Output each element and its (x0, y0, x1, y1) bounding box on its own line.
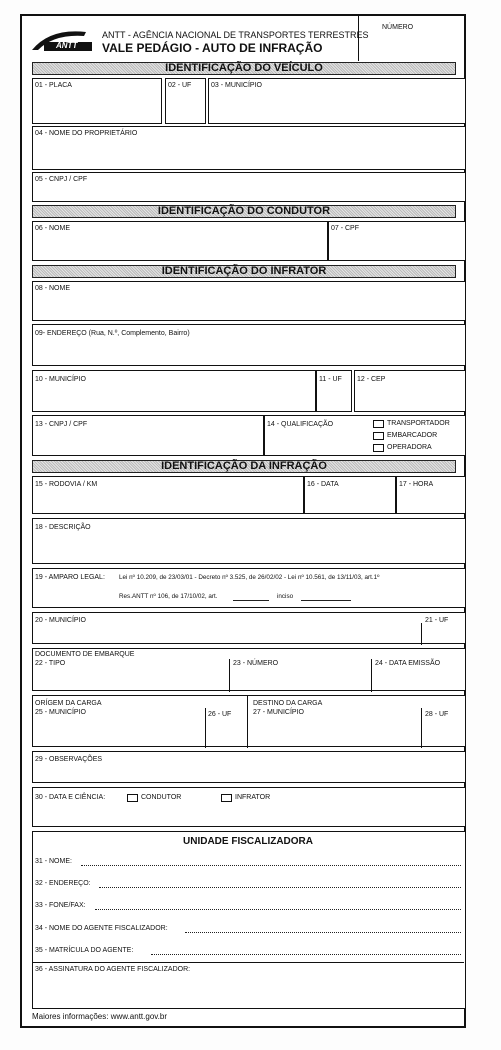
antt-logo (30, 26, 94, 54)
documento-embarque-block: DOCUMENTO DE EMBARQUE 22 - TIPO 23 - NÚMERO 24 - DATA EMISSÃO (32, 648, 466, 691)
cep-infrator-field[interactable]: 12 - CEP (354, 370, 466, 412)
rodovia-km-field[interactable]: 15 - RODOVIA / KM (32, 476, 304, 514)
amparo-artigo-field[interactable] (233, 600, 269, 601)
checkbox-ciencia-condutor[interactable] (127, 794, 138, 802)
checkbox-ciencia-infrator[interactable] (221, 794, 232, 802)
data-infracao-field[interactable]: 16 - DATA (304, 476, 396, 514)
municipio-infracao-field[interactable]: 20 - MUNICÍPIO 21 - UF (32, 612, 466, 644)
fone-unidade-field[interactable] (95, 909, 461, 910)
placa-field[interactable]: 01 - PLACA (32, 78, 162, 124)
logo-text: ANTT (56, 41, 78, 50)
form-title: VALE PEDÁGIO - AUTO DE INFRAÇÃO (102, 41, 323, 55)
cnpj-infrator-field[interactable]: 13 - CNPJ / CPF (32, 415, 264, 456)
observacoes-field[interactable]: 29 - OBSERVAÇÕES (32, 751, 466, 783)
municipio-infrator-field[interactable]: 10 - MUNICÍPIO (32, 370, 316, 412)
cnpj-proprietario-field[interactable]: 05 - CNPJ / CPF (32, 172, 466, 202)
uf-infracao-label: 21 - UF (425, 617, 449, 624)
uf-vehicle-field[interactable]: 02 - UF (165, 78, 206, 124)
nome-unidade-field[interactable] (81, 865, 461, 866)
nome-infrator-field[interactable]: 08 - NOME (32, 281, 466, 321)
proprietario-field[interactable]: 04 - NOME DO PROPRIETÁRIO (32, 126, 466, 170)
unidade-fiscalizadora-block: UNIDADE FISCALIZADORA 31 - NOME: 32 - ENDEREÇO: 33 - FONE/FAX: 34 - NOME DO AGENTE FISCALIZADOR: 35 - MATRÍCULA DO AGENTE: 36 - ASSINATURA DO AGENTE FISCALIZADOR: (32, 831, 466, 1009)
data-ciencia-block: 30 - DATA E CIÊNCIA: CONDUTOR INFRATOR (32, 787, 466, 827)
hora-infracao-field[interactable]: 17 - HORA (396, 476, 466, 514)
nome-agente-field[interactable] (185, 932, 461, 933)
section-infrator: IDENTIFICAÇÃO DO INFRATOR (32, 265, 456, 278)
descricao-field[interactable]: 18 - DESCRIÇÃO (32, 518, 466, 564)
checkbox-operadora[interactable] (373, 444, 384, 452)
endereco-unidade-field[interactable] (99, 887, 461, 888)
assinatura-agente-field[interactable] (35, 976, 461, 1006)
checkbox-embarcador[interactable] (373, 432, 384, 440)
infraction-form (20, 14, 466, 1028)
uf-infrator-field[interactable]: 11 - UF (316, 370, 352, 412)
endereco-infrator-field[interactable]: 09- ENDEREÇO (Rua, N.º, Complemento, Bairro) (32, 324, 466, 366)
numero-label: NÚMERO (382, 24, 414, 31)
origem-destino-block: ORÍGEM DA CARGA 25 - MUNICÍPIO 26 - UF DESTINO DA CARGA 27 - MUNICÍPIO 28 - UF (32, 695, 466, 747)
nome-condutor-field[interactable]: 06 - NOME (32, 221, 328, 261)
municipio-vehicle-field[interactable]: 03 - MUNICÍPIO (208, 78, 466, 124)
agency-name: ANTT - AGÊNCIA NACIONAL DE TRANSPORTES TERRESTRES (102, 30, 369, 40)
numero-field[interactable] (358, 16, 464, 61)
cpf-condutor-field[interactable]: 07 - CPF (328, 221, 466, 261)
amparo-legal-block: 19 - AMPARO LEGAL: Lei nº 10.209, de 23/03/01 - Decreto nº 3.525, de 26/02/02 - Lei nº 10.561, de 13/11/03, art.1º Res.ANTT nº 106, de 17/10/02, art. inciso (32, 568, 466, 608)
checkbox-transportador[interactable] (373, 420, 384, 428)
section-infracao: IDENTIFICAÇÃO DA INFRAÇÃO (32, 460, 456, 473)
amparo-inciso-field[interactable] (301, 600, 351, 601)
matricula-agente-field[interactable] (151, 954, 461, 955)
footer-info: Maiores informações: www.antt.gov.br (32, 1012, 168, 1021)
section-condutor: IDENTIFICAÇÃO DO CONDUTOR (32, 205, 456, 218)
section-veiculo: IDENTIFICAÇÃO DO VEÍCULO (32, 62, 456, 75)
unidade-title: UNIDADE FISCALIZADORA (183, 836, 313, 847)
qualificacao-group: 14 - QUALIFICAÇÃO TRANSPORTADOR EMBARCADOR OPERADORA (264, 415, 466, 456)
